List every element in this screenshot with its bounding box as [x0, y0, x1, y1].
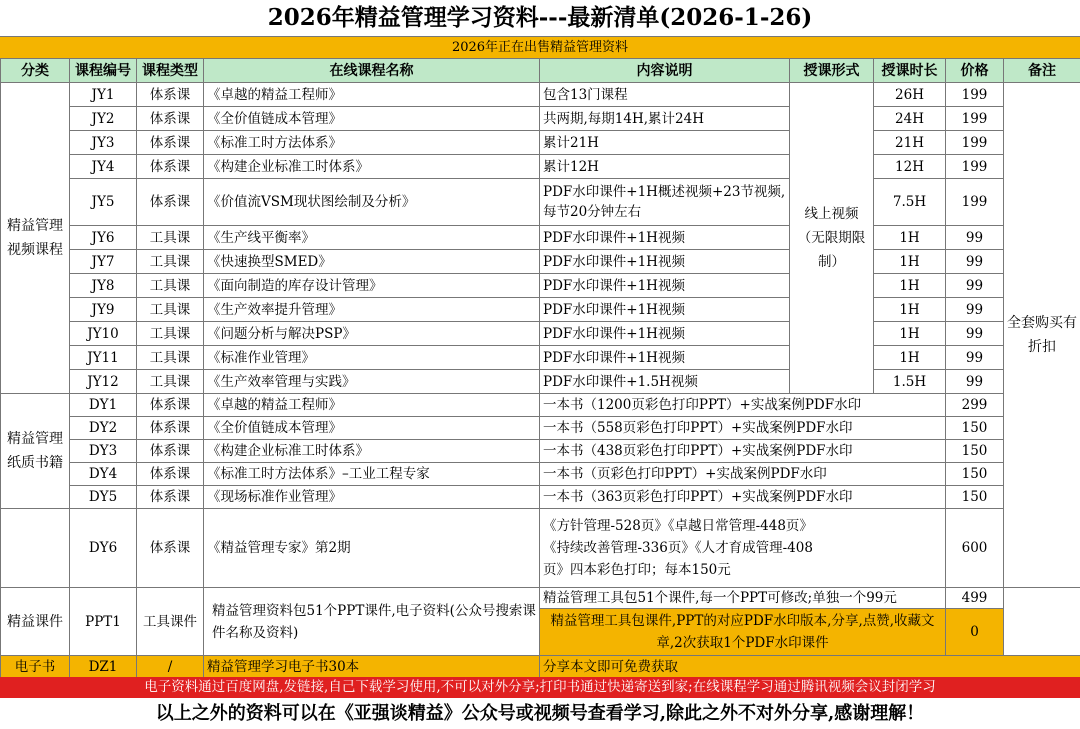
name-cell: 精益管理资料包51个PPT课件,电子资料(公众号搜索课件名称及资料) [204, 588, 540, 656]
price-cell: 199 [946, 131, 1004, 155]
hours-cell: 21H [874, 131, 946, 155]
table-row [1, 656, 1080, 679]
name-cell: 《卓越的精益工程师》 [204, 83, 540, 107]
desc-cell: 累计21H [540, 131, 790, 155]
price-cell: 99 [946, 226, 1004, 250]
hours-cell: 24H [874, 107, 946, 131]
desc-cell: 一本书（页彩色打印PPT）+实战案例PDF水印 [540, 463, 946, 486]
desc-cell: 共两期,每期14H,累计24H [540, 107, 790, 131]
price-cell: 600 [946, 509, 1004, 588]
type-cell: 工具课 [137, 322, 204, 346]
desc-cell: 一本书（438页彩色打印PPT）+实战案例PDF水印 [540, 440, 946, 463]
price-cell: 150 [946, 417, 1004, 440]
table-row [1, 250, 1080, 274]
table-row [1, 346, 1080, 370]
type-cell: 工具课件 [137, 588, 204, 656]
desc-cell: PDF水印课件+1H视频 [540, 298, 790, 322]
table-row [1, 417, 1080, 440]
col-header-price: 价格 [946, 59, 1004, 83]
remark-cell: 全套购买有折扣 [1004, 83, 1080, 588]
code-cell: JY10 [70, 322, 137, 346]
category-cell: 精益管理视频课程 [1, 83, 70, 394]
code-cell: JY2 [70, 107, 137, 131]
price-cell: 99 [946, 370, 1004, 394]
name-cell: 《构建企业标准工时体系》 [204, 155, 540, 179]
type-cell: 工具课 [137, 274, 204, 298]
type-cell: 工具课 [137, 346, 204, 370]
name-cell: 《生产效率提升管理》 [204, 298, 540, 322]
price-cell: 199 [946, 83, 1004, 107]
desc-cell: PDF水印课件+1H视频 [540, 250, 790, 274]
name-cell: 《标准作业管理》 [204, 346, 540, 370]
desc-cell: PDF水印课件+1H视频 [540, 274, 790, 298]
desc-cell: PDF水印课件+1H概述视频+23节视频,每节20分钟左右 [540, 179, 790, 226]
price-cell: 199 [946, 107, 1004, 131]
type-cell: 体系课 [137, 107, 204, 131]
hours-cell: 26H [874, 83, 946, 107]
hours-cell: 12H [874, 155, 946, 179]
code-cell: DY1 [70, 394, 137, 417]
name-cell: 《标准工时方法体系》–工业工程专家 [204, 463, 540, 486]
name-cell: 《全价值链成本管理》 [204, 107, 540, 131]
col-header-desc: 内容说明 [540, 59, 790, 83]
price-cell: 150 [946, 486, 1004, 509]
code-cell: JY5 [70, 179, 137, 226]
hours-cell: 1.5H [874, 370, 946, 394]
table-row [1, 131, 1080, 155]
code-cell: DZ1 [70, 656, 137, 679]
price-cell: 499 [946, 588, 1004, 609]
price-cell: 150 [946, 463, 1004, 486]
table-row [1, 588, 1080, 609]
col-header-hours: 授课时长 [874, 59, 946, 83]
name-cell: 《问题分析与解决PSP》 [204, 322, 540, 346]
col-header-name: 在线课程名称 [204, 59, 540, 83]
desc-cell: PDF水印课件+1H视频 [540, 322, 790, 346]
price-cell-highlight: 0 [946, 609, 1004, 656]
name-cell: 《标准工时方法体系》 [204, 131, 540, 155]
category-cell: 电子书 [1, 656, 70, 679]
type-cell: 体系课 [137, 440, 204, 463]
name-cell: 《生产线平衡率》 [204, 226, 540, 250]
table-row [1, 274, 1080, 298]
desc-cell-highlight: 精益管理工具包课件,PPT的对应PDF水印版本,分享,点赞,收藏文章,2次获取1个PDF水印课件 [540, 609, 946, 656]
code-cell: JY3 [70, 131, 137, 155]
price-cell: 150 [946, 440, 1004, 463]
code-cell: DY3 [70, 440, 137, 463]
desc-cell: PDF水印课件+1H视频 [540, 346, 790, 370]
name-cell: 《卓越的精益工程师》 [204, 394, 540, 417]
category-cell: 精益课件 [1, 588, 70, 656]
desc-cell: 一本书（1200页彩色打印PPT）+实战案例PDF水印 [540, 394, 946, 417]
table-row [1, 440, 1080, 463]
price-cell: 99 [946, 250, 1004, 274]
desc-cell: 分享本文即可免费获取 [540, 656, 1080, 679]
code-cell: DY2 [70, 417, 137, 440]
type-cell: 体系课 [137, 509, 204, 588]
price-cell: 99 [946, 298, 1004, 322]
desc-cell: 一本书（363页彩色打印PPT）+实战案例PDF水印 [540, 486, 946, 509]
category-cell: 精益管理纸质书籍 [1, 394, 70, 509]
code-cell: PPT1 [70, 588, 137, 656]
col-header-delivery: 授课形式 [790, 59, 874, 83]
price-cell: 299 [946, 394, 1004, 417]
col-header-remark: 备注 [1004, 59, 1080, 83]
type-cell: 体系课 [137, 417, 204, 440]
table-row [1, 226, 1080, 250]
desc-cell: PDF水印课件+1H视频 [540, 226, 790, 250]
table-row [1, 370, 1080, 394]
name-cell: 《面向制造的库存设计管理》 [204, 274, 540, 298]
name-cell: 《精益管理专家》第2期 [204, 509, 540, 588]
type-cell: 工具课 [137, 250, 204, 274]
sharing-note: 以上之外的资料可以在《亚强谈精益》公众号或视频号查看学习,除此之外不对外分享,感谢理解！ [155, 703, 925, 724]
table-row [1, 107, 1080, 131]
col-header-type: 课程类型 [137, 59, 204, 83]
code-cell: JY6 [70, 226, 137, 250]
type-cell: 体系课 [137, 155, 204, 179]
type-cell: 体系课 [137, 486, 204, 509]
type-cell: 工具课 [137, 370, 204, 394]
table-row [1, 322, 1080, 346]
table-row [1, 394, 1080, 417]
table-row [1, 463, 1080, 486]
desc-cell: 《方针管理-528页》《卓越日常管理-448页》《持续改善管理-336页》《人才育成管理-408页》四本彩色打印；每本150元 [540, 509, 946, 588]
hours-cell: 1H [874, 250, 946, 274]
type-cell: 工具课 [137, 226, 204, 250]
code-cell: JY9 [70, 298, 137, 322]
code-cell: DY5 [70, 486, 137, 509]
hours-cell: 1H [874, 298, 946, 322]
hours-cell: 1H [874, 322, 946, 346]
hours-cell: 1H [874, 226, 946, 250]
name-cell: 《全价值链成本管理》 [204, 417, 540, 440]
price-cell: 199 [946, 155, 1004, 179]
code-cell: JY7 [70, 250, 137, 274]
code-cell: JY11 [70, 346, 137, 370]
page-subtitle: 2026年正在出售精益管理资料 [0, 37, 1080, 59]
hours-cell: 1H [874, 346, 946, 370]
type-cell: 体系课 [137, 83, 204, 107]
type-cell: 体系课 [137, 131, 204, 155]
hours-cell: 7.5H [874, 179, 946, 226]
name-cell: 《价值流VSM现状图绘制及分析》 [204, 179, 540, 226]
desc-cell: 包含13门课程 [540, 83, 790, 107]
price-cell: 99 [946, 274, 1004, 298]
table-header-row [1, 59, 1080, 83]
code-cell: JY4 [70, 155, 137, 179]
page-title: 2026年精益管理学习资料---最新清单(2026-1-26) [0, 0, 1080, 37]
name-cell: 《快速换型SMED》 [204, 250, 540, 274]
desc-cell: 精益管理工具包51个课件,每一个PPT可修改;单独一个99元 [540, 588, 946, 609]
price-cell: 99 [946, 346, 1004, 370]
course-table [0, 58, 1080, 679]
category-cell-blank [1, 509, 70, 588]
col-header-category: 分类 [1, 59, 70, 83]
table-row [1, 486, 1080, 509]
col-header-code: 课程编号 [70, 59, 137, 83]
code-cell: DY4 [70, 463, 137, 486]
desc-cell: 累计12H [540, 155, 790, 179]
desc-cell: PDF水印课件+1.5H视频 [540, 370, 790, 394]
name-cell: 《生产效率管理与实践》 [204, 370, 540, 394]
table-row [1, 298, 1080, 322]
table-row [1, 509, 1080, 588]
code-cell: JY12 [70, 370, 137, 394]
code-cell: JY8 [70, 274, 137, 298]
price-cell: 99 [946, 322, 1004, 346]
type-cell: 体系课 [137, 179, 204, 226]
type-cell: 体系课 [137, 463, 204, 486]
name-cell: 《现场标准作业管理》 [204, 486, 540, 509]
type-cell: 体系课 [137, 394, 204, 417]
price-cell: 199 [946, 179, 1004, 226]
desc-cell: 一本书（558页彩色打印PPT）+实战案例PDF水印 [540, 417, 946, 440]
type-cell: 工具课 [137, 298, 204, 322]
name-cell: 《构建企业标准工时体系》 [204, 440, 540, 463]
name-cell: 精益管理学习电子书30本 [204, 656, 540, 679]
table-row [1, 155, 1080, 179]
delivery-cell: 线上视频（无限期限制） [790, 83, 874, 394]
code-cell: DY6 [70, 509, 137, 588]
type-cell: / [137, 656, 204, 679]
table-row [1, 83, 1080, 107]
code-cell: JY1 [70, 83, 137, 107]
delivery-note: 电子资料通过百度网盘,发链接,自己下载学习使用,不可以对外分享;打印书通过快递寄送到家;在线课程学习通过腾讯视频会议封闭学习 [0, 677, 1080, 698]
table-row [1, 179, 1080, 226]
hours-cell: 1H [874, 274, 946, 298]
